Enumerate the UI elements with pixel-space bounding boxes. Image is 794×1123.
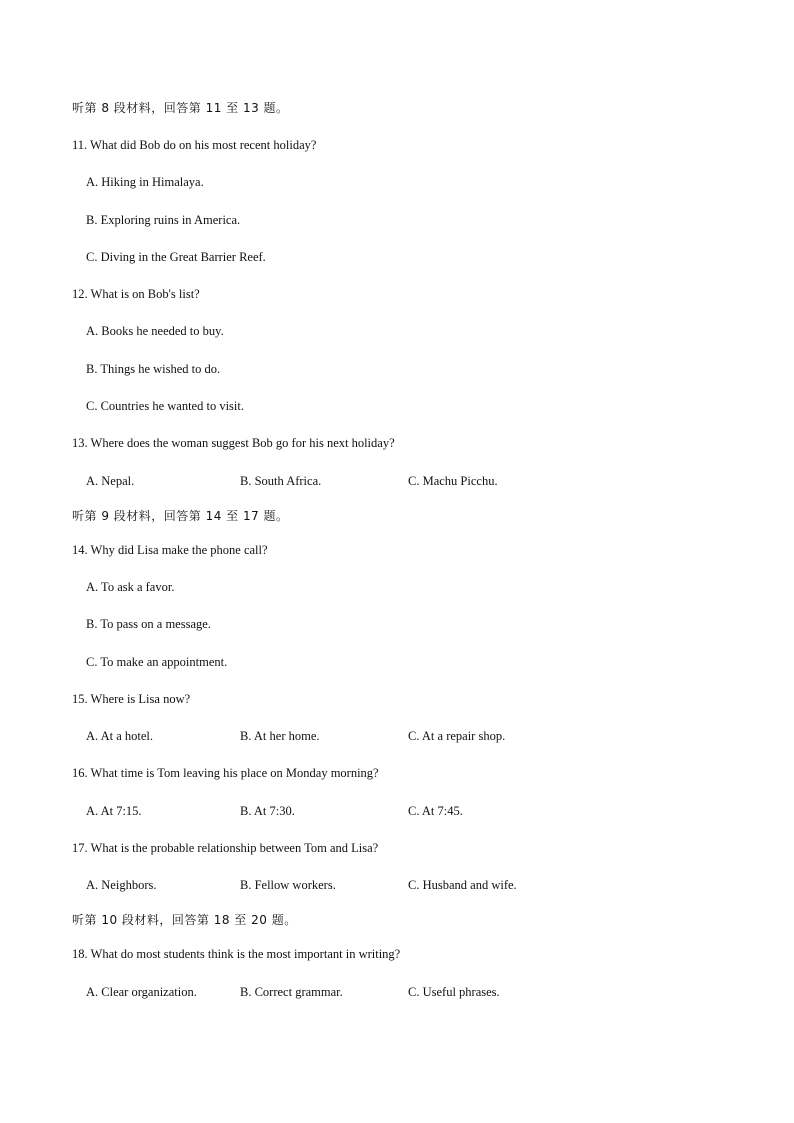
question-12-option-c: C. Countries he wanted to visit. <box>86 399 244 413</box>
question-13-option-b: B. South Africa. <box>240 474 322 488</box>
question-13: 13. Where does the woman suggest Bob go for his next holiday? <box>72 436 395 450</box>
question-17-option-c: C. Husband and wife. <box>408 878 517 892</box>
question-15-option-c: C. At a repair shop. <box>408 729 506 743</box>
question-12-option-a: A. Books he needed to buy. <box>86 324 224 338</box>
question-18-option-b: B. Correct grammar. <box>240 985 343 999</box>
question-14-option-c: C. To make an appointment. <box>86 655 228 669</box>
question-11-option-a: A. Hiking in Himalaya. <box>86 175 204 189</box>
question-18-option-a: A. Clear organization. <box>86 985 197 999</box>
question-17-option-b: B. Fellow workers. <box>240 878 336 892</box>
question-16-option-a: A. At 7:15. <box>86 804 142 818</box>
question-16-option-b: B. At 7:30. <box>240 804 295 818</box>
question-15: 15. Where is Lisa now? <box>72 692 191 706</box>
section-header-10: 听第 10 段材料，回答第 18 至 20 题。 <box>72 913 297 927</box>
question-13-option-a: A. Nepal. <box>86 474 135 488</box>
question-14-option-b: B. To pass on a message. <box>86 617 211 631</box>
section-header-8: 听第 8 段材料，回答第 11 至 13 题。 <box>72 101 289 115</box>
question-11-option-b: B. Exploring ruins in America. <box>86 213 241 227</box>
question-17: 17. What is the probable relationship between Tom and Lisa? <box>72 841 379 855</box>
question-13-option-c: C. Machu Picchu. <box>408 474 498 488</box>
question-15-option-b: B. At her home. <box>240 729 320 743</box>
question-15-option-a: A. At a hotel. <box>86 729 154 743</box>
question-12: 12. What is on Bob's list? <box>72 287 200 301</box>
question-14: 14. Why did Lisa make the phone call? <box>72 543 268 557</box>
question-16: 16. What time is Tom leaving his place on Monday morning? <box>72 766 379 780</box>
question-11: 11. What did Bob do on his most recent holiday? <box>72 138 317 152</box>
question-17-option-a: A. Neighbors. <box>86 878 157 892</box>
question-18: 18. What do most students think is the most important in writing? <box>72 947 401 961</box>
question-12-option-b: B. Things he wished to do. <box>86 362 221 376</box>
question-18-option-c: C. Useful phrases. <box>408 985 500 999</box>
question-14-option-a: A. To ask a favor. <box>86 580 175 594</box>
question-11-option-c: C. Diving in the Great Barrier Reef. <box>86 250 266 264</box>
section-header-9: 听第 9 段材料，回答第 14 至 17 题。 <box>72 509 289 523</box>
question-16-option-c: C. At 7:45. <box>408 804 463 818</box>
